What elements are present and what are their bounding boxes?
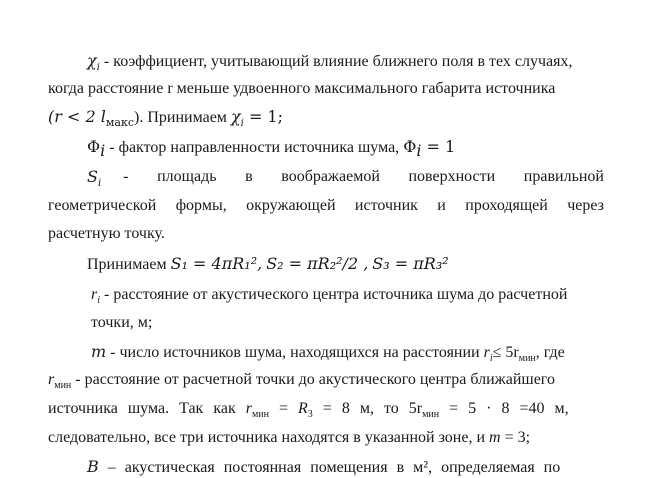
calc-text: = 8 м, то 5r [322, 400, 423, 417]
formula-s1: S₁ = 4πR₁², [170, 254, 263, 273]
formula-s2: S₂ = πR₂²/2 , [266, 254, 369, 273]
paragraph-chi-line-3 [48, 107, 283, 130]
m-symbol: m [91, 342, 107, 361]
chi-condition-text: когда расстояние r меньше удвоенного максимального габарита источника [48, 80, 556, 97]
m-definition-text: - число источников шума, находящихся на расстоянии [110, 344, 480, 361]
rmin-symbol: r [48, 371, 55, 388]
accept-label: Принимаем [87, 256, 167, 273]
rmin-definition-text: - расстояние от расчетной точки до акустического центра ближайшего [75, 371, 555, 388]
ri-condition: $r_i$ [483, 344, 493, 365]
b-definition-text: – акустическая постоянная помещения в м², определяемая по [107, 459, 561, 476]
paragraph-chi-line-1 [87, 51, 573, 74]
paragraph-m-line-2: $r_{мин}$ - расстояние от расчетной точки до акустического центра ближайшего [48, 371, 555, 392]
chi-definition-text: - коэффициент, учитывающий влияние ближнего поля в тех случаях, [103, 53, 573, 70]
formula-line-areas [87, 254, 449, 274]
condition-text: ≤ 5r [492, 344, 519, 361]
paragraph-phi-line [87, 137, 456, 161]
s-point-text: расчетную точку. [48, 225, 165, 242]
chi-equals-one: $\chi_i = 1$; [230, 107, 283, 130]
paragraph-b-line-1 [87, 457, 604, 477]
s-symbol: $S_i$ [87, 167, 102, 190]
r-definition-text: - расстояние от акустического центра источника шума до расчетной [104, 286, 568, 303]
paragraph-r-line-2 [91, 313, 152, 333]
r-units-text: точки, м; [91, 314, 153, 331]
paragraph-chi-line-2 [48, 79, 555, 99]
phi-symbol: $\Phi_i$ [87, 137, 106, 161]
m-equals-three: = 3; [504, 429, 531, 446]
conclusion-text: следовательно, все три источника находятся в указанной зоне, и [48, 429, 486, 446]
phi-equals-one: $\Phi_i = 1$ [403, 137, 456, 161]
b-symbol: B [87, 457, 99, 476]
paragraph-s-line-2 [48, 196, 604, 216]
formula-s3: S₃ = πR₃² [372, 254, 449, 273]
r-symbol: $r_i$ [91, 286, 101, 307]
calc-result: = 5 · 8 =40 м, [449, 400, 569, 417]
paragraph-m-line-1: m - число источников шума, находящихся на расстоянии $r_i\le 5r_{мин}$, где [91, 342, 565, 365]
chi-symbol: $\chi_i$ [87, 51, 100, 74]
paragraph-m-line-3: источника шума. Так как $r_{мин} = R_3 = 8$ м, то $5r_{мин} = 5 \cdot 8 =40$ м, [48, 400, 569, 421]
s-shape-text: геометрической формы, окружающей источник и проходящей через [48, 197, 604, 214]
condition-formula: (r < 2 $l_{макс}$ [48, 107, 135, 130]
accept-text: ). Принимаем [134, 109, 227, 126]
phi-definition-text: - фактор направленности источника шума, [109, 139, 400, 156]
m-symbol-2: m [489, 429, 501, 446]
paragraph-s-line-1 [87, 167, 604, 190]
s-definition-text: - площадь в воображаемой поверхности правильной [123, 168, 604, 185]
since-text: источника шума. Так как [48, 400, 236, 417]
paragraph-m-line-4 [48, 428, 530, 448]
paragraph-s-line-3 [48, 224, 165, 244]
paragraph-r-line-1 [91, 285, 567, 305]
